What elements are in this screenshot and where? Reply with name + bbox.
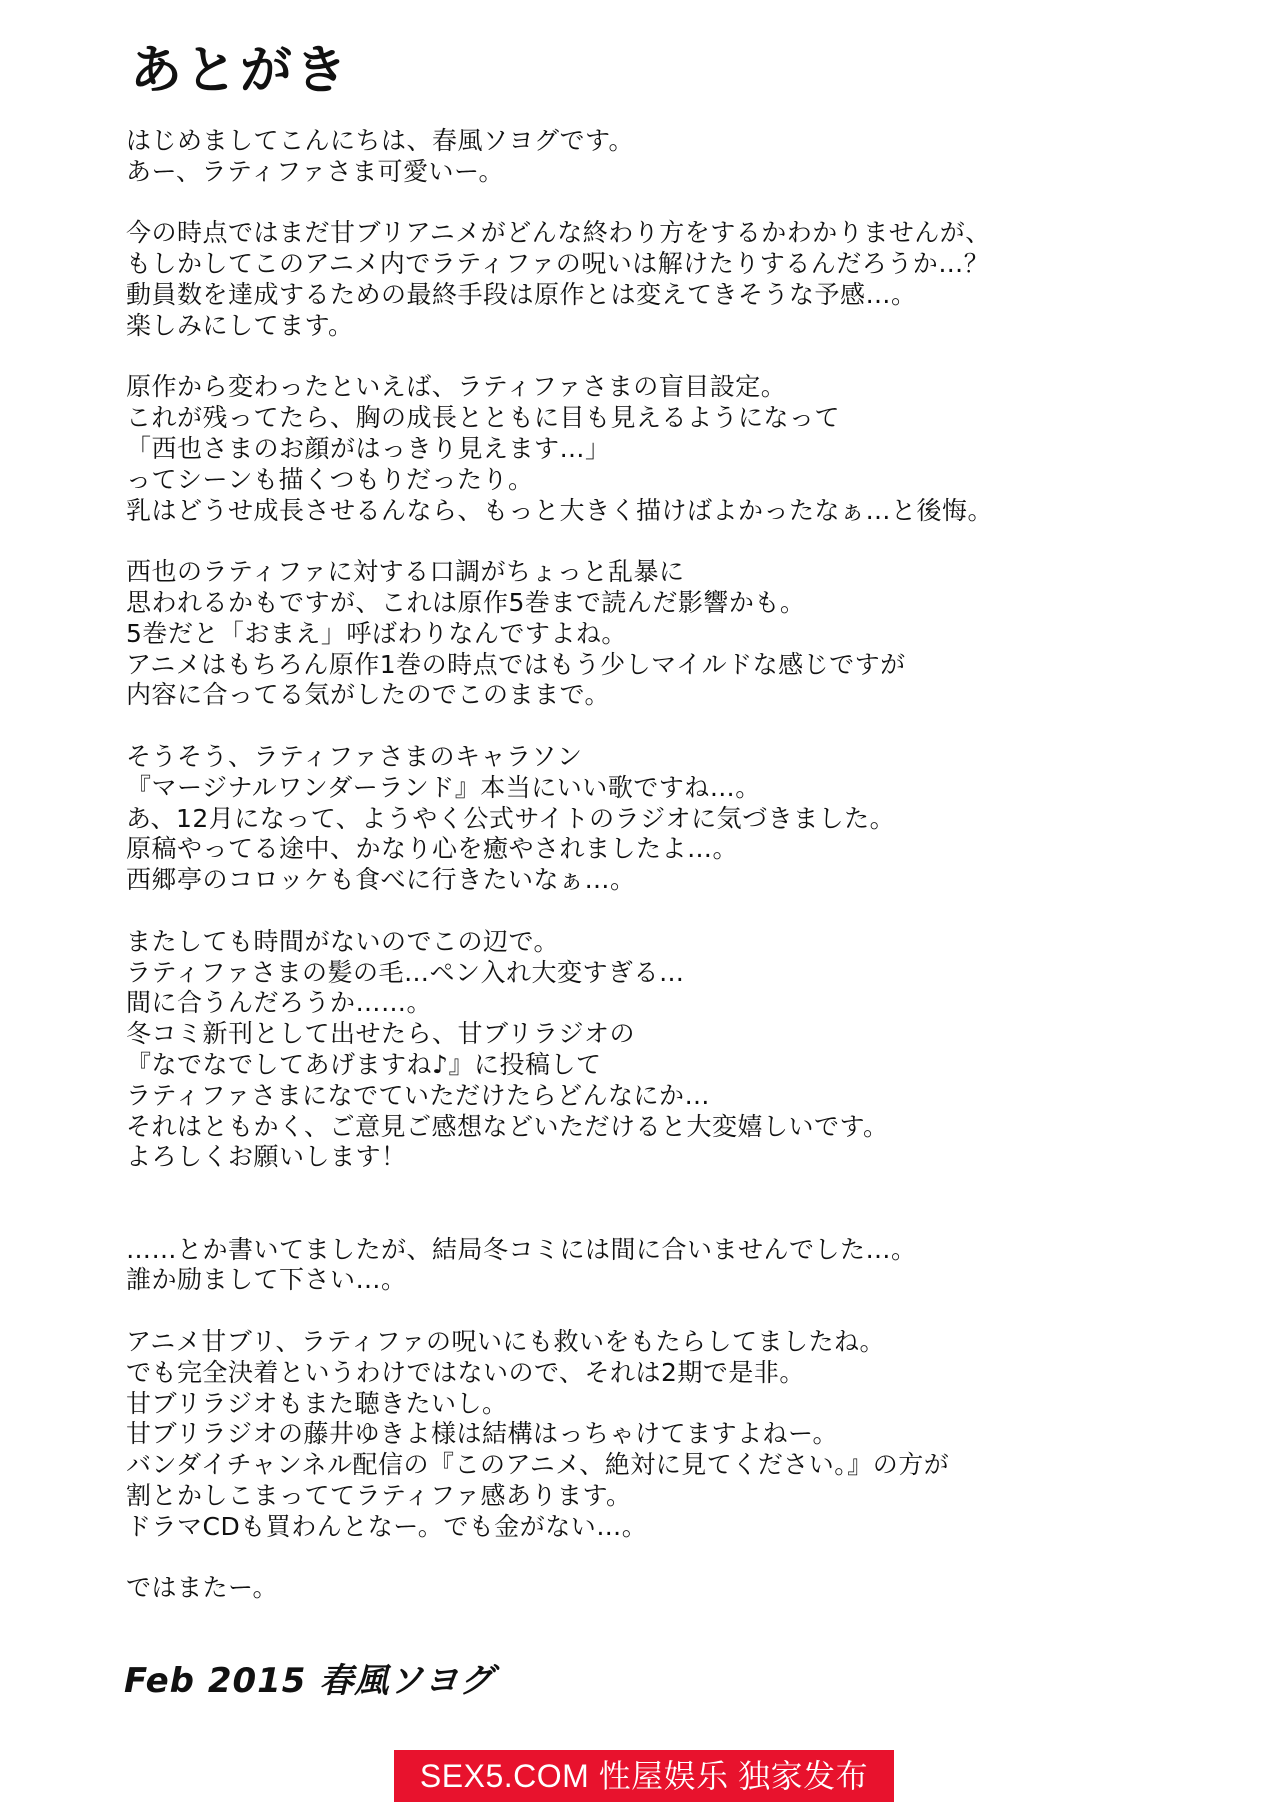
paragraph bbox=[126, 742, 1206, 896]
paragraph bbox=[126, 557, 1206, 711]
text-line: 原作から変わったといえば、ラティファさまの盲目設定。 bbox=[126, 372, 787, 402]
text-line: 西也のラティファに対する口調がちょっと乱暴に bbox=[126, 557, 685, 587]
page-title: あとがき bbox=[130, 41, 351, 101]
text-line: アニメ甘ブリ、ラティファの呪いにも救いをもたらしてましたね。 bbox=[126, 1327, 886, 1357]
text-line: 『なでなでしてあげますね♪』に投稿して bbox=[126, 1049, 602, 1079]
paragraph bbox=[126, 372, 1206, 526]
text-line: アニメはもちろん原作1巻の時点ではもう少しマイルドな感じですが bbox=[126, 649, 906, 679]
paragraph bbox=[126, 927, 1206, 1173]
paragraph bbox=[126, 218, 1206, 341]
text-line: 間に合うんだろうか……。 bbox=[126, 988, 433, 1018]
paragraph bbox=[126, 1573, 1206, 1604]
text-line: ラティファさまの髪の毛…ペン入れ大変すぎる… bbox=[126, 957, 685, 987]
text-line: 誰か励まして下さい…。 bbox=[126, 1265, 407, 1295]
text-line: もしかしてこのアニメ内でラティファの呪いは解けたりするんだろうか…？ bbox=[126, 249, 990, 279]
text-line: 動員数を達成するための最終手段は原作とは変えてきそうな予感…。 bbox=[126, 279, 917, 309]
text-line: 甘ブリラジオの藤井ゆきよ様は結構はっちゃけてますよねー。 bbox=[126, 1419, 839, 1449]
text-line: 甘ブリラジオもまた聴きたいし。 bbox=[126, 1388, 508, 1418]
afterword-body bbox=[126, 126, 1206, 1635]
text-line: 割とかしこまっててラティファ感あります。 bbox=[126, 1481, 632, 1511]
text-line: 冬コミ新刊として出せたら、甘ブリラジオの bbox=[126, 1019, 636, 1049]
text-line: あ、12月になって、ようやく公式サイトのラジオに気づきました。 bbox=[126, 803, 896, 833]
signature: Feb 2015 春風ソヨグ bbox=[124, 1661, 495, 1701]
text-line: ……とか書いてましたが、結局冬コミには間に合いませんでした…。 bbox=[126, 1234, 917, 1264]
text-line: 5巻だと「おまえ」呼ばわりなんですよね。 bbox=[126, 618, 627, 648]
text-line: ってシーンも描くつもりだったり。 bbox=[126, 464, 534, 494]
text-line: 原稿やってる途中、かなり心を癒やされましたよ…。 bbox=[126, 834, 739, 864]
watermark-banner: SEX5.COM 性屋娱乐 独家发布 bbox=[394, 1750, 894, 1802]
text-line: 思われるかもですが、これは原作5巻まで読んだ影響かも。 bbox=[126, 587, 806, 617]
text-line: それはともかく、ご意見ご感想などいただけると大変嬉しいです。 bbox=[126, 1111, 889, 1141]
text-line: よろしくお願いします！ bbox=[126, 1142, 407, 1172]
text-line: 乳はどうせ成長させるんなら、もっと大きく描けばよかったなぁ…と後悔。 bbox=[126, 495, 994, 525]
text-line: ラティファさまになでていただけたらどんなにか… bbox=[126, 1080, 711, 1110]
text-line: ドラマCDも買わんとなー。でも金がない…。 bbox=[126, 1511, 648, 1541]
text-line: 今の時点ではまだ甘ブリアニメがどんな終わり方をするかわかりませんが、 bbox=[126, 218, 991, 248]
paragraph bbox=[126, 1235, 1206, 1297]
text-line: 「西也さまのお顔がはっきり見えます…」 bbox=[126, 433, 611, 463]
text-line: バンダイチャンネル配信の『このアニメ、絶対に見てください。』の方が bbox=[126, 1450, 950, 1480]
text-line: そうそう、ラティファさまのキャラソン bbox=[126, 741, 583, 771]
text-line: ではまたー。 bbox=[126, 1573, 279, 1603]
paragraph bbox=[126, 126, 1206, 188]
paragraph bbox=[126, 1327, 1206, 1543]
text-line: 『マージナルワンダーランド』本当にいい歌ですね…。 bbox=[126, 772, 761, 802]
text-line: 楽しみにしてます。 bbox=[126, 310, 354, 340]
text-line: あー、ラティファさま可愛いー。 bbox=[126, 156, 505, 186]
text-line: はじめましてこんにちは、春風ソヨグです。 bbox=[126, 126, 635, 155]
text-line: 内容に合ってる気がしたのでこのままで。 bbox=[126, 680, 611, 710]
text-line: これが残ってたら、胸の成長とともに目も見えるようになって bbox=[126, 403, 841, 433]
text-line: またしても時間がないのでこの辺で。 bbox=[126, 926, 560, 956]
text-line: 西郷亭のコロッケも食べに行きたいなぁ…。 bbox=[126, 865, 636, 895]
text-line: でも完全決着というわけではないので、それは2期で是非。 bbox=[126, 1357, 805, 1387]
